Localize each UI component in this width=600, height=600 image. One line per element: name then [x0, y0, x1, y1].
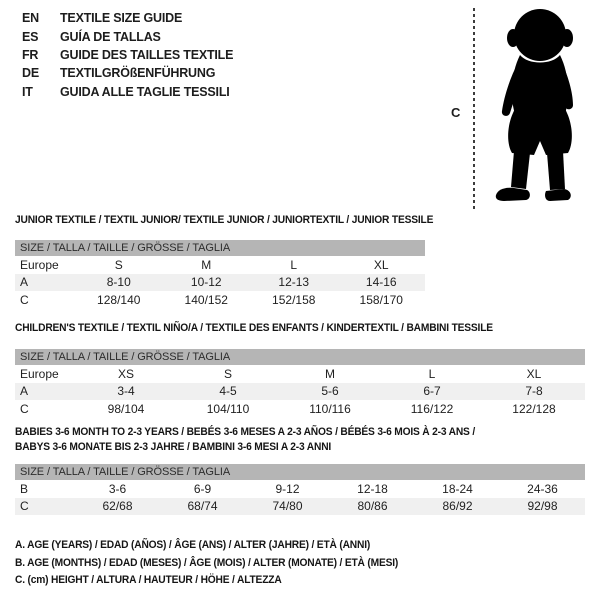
row-label: A — [20, 384, 29, 399]
row-label: Europe — [20, 257, 59, 272]
table-cell: 3-4 — [117, 384, 135, 399]
table-title-babies — [15, 425, 475, 455]
table-cell: XS — [117, 366, 134, 381]
language-title: TEXTILGRÖßENFÜHRUNG — [60, 66, 216, 81]
language-row — [22, 27, 233, 45]
table-cell: 24-36 — [527, 481, 558, 496]
table-cell: 3-6 — [108, 481, 127, 496]
table-cell: 128/140 — [97, 292, 141, 307]
table-title-line: BABYS 3-6 MONATE BIS 2-3 JAHRE / BAMBINI 3-6 MESI A 2-3 ANNI — [15, 441, 332, 453]
row-label: A — [20, 275, 29, 290]
table-title-children — [15, 321, 493, 336]
table-cell: 86/92 — [442, 499, 473, 514]
table-cell: 140/152 — [184, 292, 228, 307]
table-row — [15, 480, 585, 498]
table-cell: 98/104 — [107, 401, 145, 416]
language-row — [22, 83, 233, 101]
table-cell: 6-9 — [193, 481, 212, 496]
table-cell: M — [325, 366, 335, 381]
table-row — [15, 400, 585, 418]
language-title: GUIDA ALLE TAGLIE TESSILI — [60, 84, 230, 99]
height-measure-label: C — [451, 105, 461, 120]
table-cell: S — [114, 257, 123, 272]
table-cell: M — [201, 257, 212, 272]
row-label: C — [20, 401, 29, 416]
table-cell: 4-5 — [219, 384, 237, 399]
table-cell: 12-18 — [357, 481, 388, 496]
table-cell: 5-6 — [321, 384, 339, 399]
row-label: C — [20, 499, 29, 514]
table-cell: 9-12 — [275, 481, 300, 496]
table-row — [15, 383, 585, 401]
table-title-line: BABIES 3-6 MONTH TO 2-3 YEARS / BEBÉS 3-6 MESES A 2-3 AÑOS / BÉBÉS 3-6 MOIS À 2-3 ANS / — [15, 426, 476, 438]
table-cell: 12-13 — [278, 275, 310, 290]
language-title: TEXTILE SIZE GUIDE — [60, 11, 183, 26]
table-cell: 92/98 — [527, 499, 558, 514]
table-cell: 122/128 — [512, 401, 556, 416]
table-cell: 74/80 — [272, 499, 303, 514]
table-cell: 104/110 — [206, 401, 250, 416]
junior-size-table — [15, 240, 425, 309]
row-label: C — [20, 292, 29, 307]
table-cell: L — [428, 366, 436, 381]
table-cell: L — [290, 257, 298, 272]
table-cell: 62/68 — [102, 499, 133, 514]
table-row — [15, 498, 585, 516]
size-header-bar: SIZE / TALLA / TAILLE / GRÖSSE / TAGLIA — [15, 464, 585, 480]
language-title-list — [22, 9, 233, 101]
footnote-b: B. AGE (MONTHS) / EDAD (MESES) / ÂGE (MOIS) / ALTER (MONATE) / ETÀ (MESI) — [15, 556, 399, 569]
table-cell: 80/86 — [357, 499, 388, 514]
size-header-bar: SIZE / TALLA / TAILLE / GRÖSSE / TAGLIA — [15, 349, 585, 365]
table-cell: 110/116 — [309, 401, 351, 416]
language-title: GUIDE DES TAILLES TEXTILE — [60, 47, 234, 62]
language-code: IT — [22, 84, 33, 99]
language-code: ES — [22, 29, 39, 44]
table-cell: 10-12 — [190, 275, 222, 290]
table-cell: XL — [373, 257, 389, 272]
table-cell: 18-24 — [442, 481, 473, 496]
table-cell: 116/122 — [410, 401, 454, 416]
table-title-junior — [15, 213, 433, 228]
footnote-a: A. AGE (YEARS) / EDAD (AÑOS) / ÂGE (ANS) / ALTER (JAHRE) / ETÀ (ANNI) — [15, 539, 371, 551]
table-title-line: CHILDREN'S TEXTILE / TEXTIL NIÑO/A / TEXTILE DES ENFANTS / KINDERTEXTIL / BAMBINI TESSILE — [15, 322, 493, 334]
language-code: FR — [22, 47, 39, 62]
table-row — [15, 274, 425, 292]
table-cell: 14-16 — [365, 275, 397, 290]
measurement-footnotes — [15, 537, 398, 590]
table-cell: 68/74 — [187, 499, 218, 514]
table-cell: 6-7 — [423, 384, 441, 399]
row-label: Europe — [20, 366, 59, 381]
children-size-table — [15, 349, 585, 418]
row-label: B — [20, 481, 29, 496]
language-code: EN — [22, 11, 39, 26]
table-row — [15, 256, 425, 274]
table-cell: 8-10 — [106, 275, 131, 290]
table-cell: XL — [526, 366, 542, 381]
table-row — [15, 291, 425, 309]
height-measure-dashed-line — [473, 8, 475, 209]
language-row — [22, 64, 233, 82]
table-cell: S — [223, 366, 232, 381]
language-code: DE — [22, 66, 39, 81]
language-title: GUÍA DE TALLAS — [60, 29, 161, 44]
language-row — [22, 46, 233, 64]
size-header-bar: SIZE / TALLA / TAILLE / GRÖSSE / TAGLIA — [15, 240, 425, 256]
footnote-c: C. (cm) HEIGHT / ALTURA / HAUTEUR / HÖHE / ALTEZZA — [15, 574, 282, 586]
toddler-silhouette-image — [486, 5, 592, 207]
language-row — [22, 9, 233, 27]
table-cell: 152/158 — [272, 292, 316, 307]
table-row — [15, 365, 585, 383]
table-cell: 7-8 — [525, 384, 543, 399]
table-cell: 158/170 — [359, 292, 403, 307]
babies-size-table — [15, 464, 585, 515]
table-title-line: JUNIOR TEXTILE / TEXTIL JUNIOR/ TEXTILE JUNIOR / JUNIORTEXTIL / JUNIOR TESSILE — [15, 214, 434, 226]
